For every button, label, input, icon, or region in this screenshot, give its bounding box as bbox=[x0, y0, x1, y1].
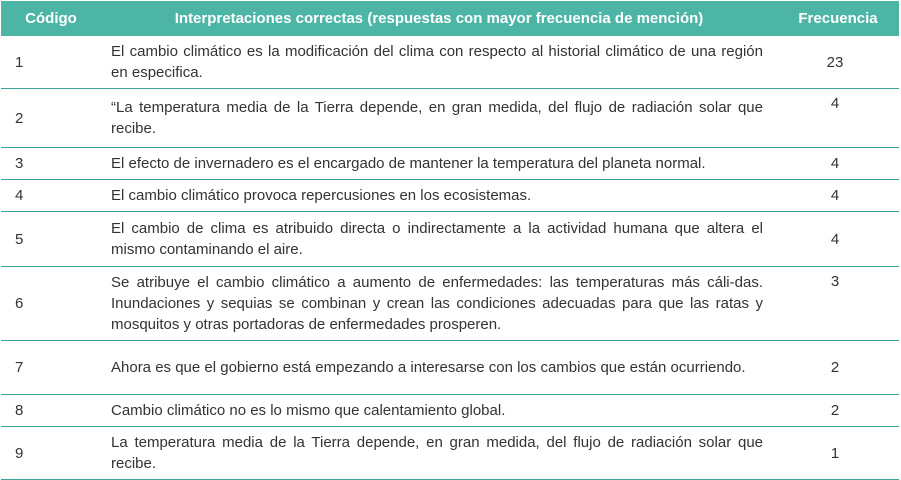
row-text: “La temperatura media de la Tierra depende, en gran medida, del flujo de radiación solar que recibe. bbox=[101, 89, 777, 148]
row-text: Ahora es que el gobierno está empezando a interesarse con los cambios que están ocurriendo. bbox=[101, 341, 777, 395]
row-code: 7 bbox=[1, 341, 101, 395]
header-frequency: Frecuencia bbox=[777, 1, 899, 36]
table-row bbox=[1, 89, 899, 148]
row-frequency: 2 bbox=[777, 395, 899, 427]
row-text: Cambio climático no es lo mismo que calentamiento global. bbox=[101, 395, 777, 427]
table-row bbox=[1, 267, 899, 341]
row-code: 1 bbox=[1, 36, 101, 89]
header-row bbox=[1, 1, 899, 36]
row-code: 4 bbox=[1, 180, 101, 212]
row-text: El cambio climático es la modificación del clima con respecto al historial climático de una región en especifica. bbox=[101, 36, 777, 89]
table-row bbox=[1, 395, 899, 427]
row-frequency: 4 bbox=[777, 180, 899, 212]
row-code: 8 bbox=[1, 395, 101, 427]
row-text: Se atribuye el cambio climático a aumento de enfermedades: las temperaturas más cáli-das. Inundaciones y sequias se combinan y crean las condiciones adecuadas para que las ratas y mosquitos y otras portadoras de enfermedades prosperen. bbox=[101, 267, 777, 341]
row-text: La temperatura media de la Tierra depende, en gran medida, del flujo de radiación solar que recibe. bbox=[101, 427, 777, 480]
row-code: 2 bbox=[1, 89, 101, 148]
row-frequency: 2 bbox=[777, 341, 899, 395]
row-frequency: 23 bbox=[777, 36, 899, 89]
row-text: El cambio climático provoca repercusiones en los ecosistemas. bbox=[101, 180, 777, 212]
interpretations-table bbox=[1, 1, 899, 480]
table-row bbox=[1, 180, 899, 212]
table-row bbox=[1, 148, 899, 180]
header-code: Código bbox=[1, 1, 101, 36]
row-text: El cambio de clima es atribuido directa o indirectamente a la actividad humana que altera el mismo contaminando el aire. bbox=[101, 212, 777, 267]
table-row bbox=[1, 341, 899, 395]
row-frequency: 3 bbox=[777, 267, 899, 341]
row-code: 5 bbox=[1, 212, 101, 267]
table-row bbox=[1, 36, 899, 89]
row-frequency: 4 bbox=[777, 148, 899, 180]
row-code: 9 bbox=[1, 427, 101, 480]
row-code: 6 bbox=[1, 267, 101, 341]
row-frequency: 4 bbox=[777, 89, 899, 148]
row-frequency: 1 bbox=[777, 427, 899, 480]
row-code: 3 bbox=[1, 148, 101, 180]
table-row bbox=[1, 427, 899, 480]
row-text: El efecto de invernadero es el encargado de mantener la temperatura del planeta normal. bbox=[101, 148, 777, 180]
table-row bbox=[1, 212, 899, 267]
row-frequency: 4 bbox=[777, 212, 899, 267]
header-interpretation: Interpretaciones correctas (respuestas con mayor frecuencia de mención) bbox=[101, 1, 777, 36]
